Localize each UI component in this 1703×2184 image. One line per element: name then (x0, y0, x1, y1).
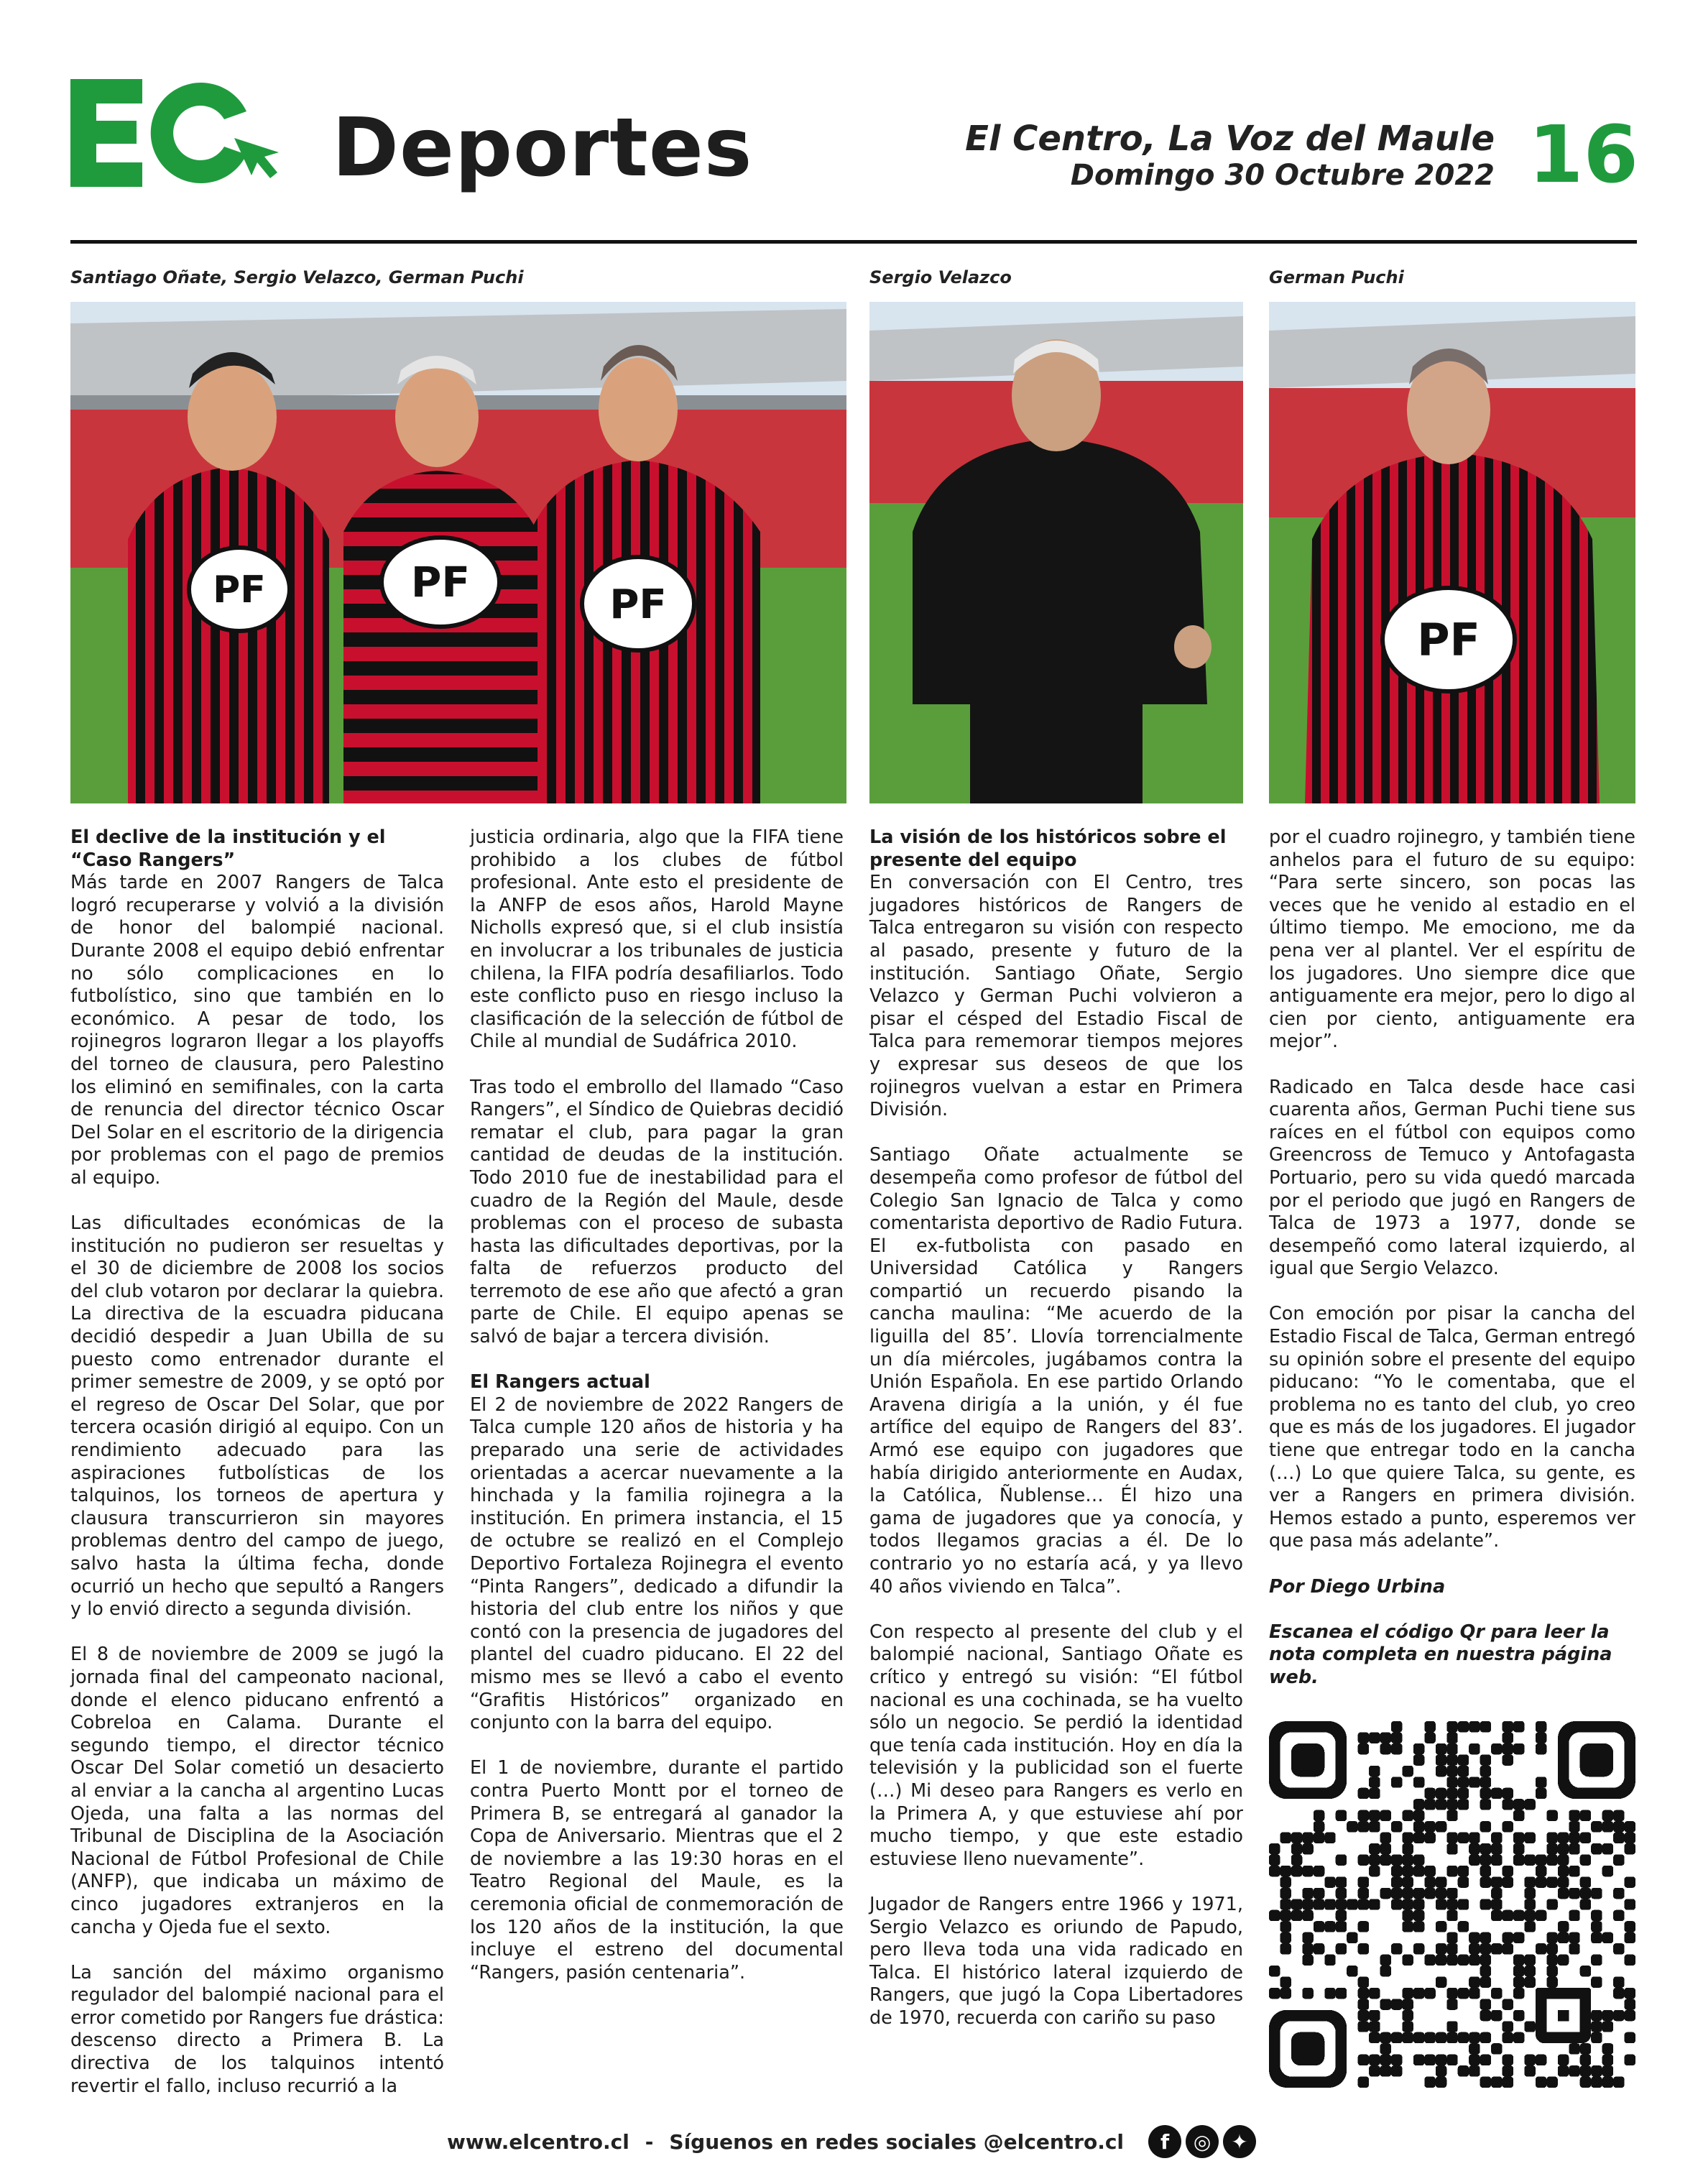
website-link[interactable]: www.elcentro.cl (446, 2129, 629, 2154)
photo-caption-velazco: Sergio Velazco (869, 267, 1012, 287)
paragraph: Más tarde en 2007 Rangers de Talca logró recuperarse y volvió a la división de honor del balompié nacional. Durante 2008 el equipo debió enfrentar no sólo complicaciones en lo futbolístico, sino que también en lo económico. A pesar de todo, los rojinegros lograron llegar a los playoffs del torneo de clausura, pero Palestino los eliminó en semifinales, con la carta de renuncia del director técnico Oscar Del Solar en el escritorio de la dirigencia por problemas con el pago de premios al equipo. (70, 872, 444, 1189)
publication-name: El Centro, La Voz del Maule (965, 119, 1495, 159)
paragraph: El 1 de noviembre, durante el partido contra Puerto Montt por el torneo de Primera B, se entregará al ganador la Copa de Aniversario. Mientras que el 2 de noviembre a las 19:30 horas en el Teatro Regional del Maule, es la ceremonia oficial de conmemoración de los 120 años de la institución, la que incluye el estreno del documental “Rangers, pasión centenaria”. (470, 1757, 844, 1983)
paragraph: Jugador de Rangers entre 1966 y 1971, Sergio Velazco es oriundo de Papudo, pero lleva toda una vida radicado en Talca. El histórico lateral izquierdo de Rangers, que jugó la Copa Libertadores de 1970, recuerda con cariño su paso (869, 1893, 1243, 2029)
photo-caption-group: Santiago Oñate, Sergio Velazco, German Puchi (70, 267, 524, 287)
paragraph: Con emoción por pisar la cancha del Estadio Fiscal de Talca, German entregó su opinión sobre el presente del equipo piducano: “Yo le comentaba, que el problema no es tanto del club, yo creo que es más de los jugadores. El jugador tiene que entregar todo en la cancha (…) Lo que quiere Talca, su gente, es ver a Rangers en primera división. Hemos estado a punto, esperemos ver que pasa más adelante”. (1269, 1303, 1635, 1552)
paragraph: Santiago Oñate actualmente se desempeña como profesor de fútbol del Colegio San Ignacio de Talca y como comentarista deportivo de Radio Futura. El ex-futbolista con pasado en Universidad Católica y Rangers compartió un recuerdo pisando la cancha maulina: “Me acuerdo de la liguilla del 85’. Llovía torrencialmente un día miércoles, jugábamos contra la Unión Española. En ese partido Orlando Aravena dirigía a la unión, y él fue artífice del equipo de Rangers del 83’. Armó ese equipo con jugadores que había dirigido anteriormente en Audax, la Católica, Ñublense… Él hizo una gama de jugadores que ya conocía, y todos llegamos gracias a él. De lo contrario yo no estaría acá, y ya llevo 40 años viviendo en Talca”. (869, 1144, 1243, 1598)
paragraph: En conversación con El Centro, tres jugadores históricos de Rangers de Talca entregaron su visión con respecto al pasado, presente y futuro de la institución. Santiago Oñate, Sergio Velazco y German Puchi volvieron a pisar el césped del Estadio Fiscal de Talca para rememorar tiempos mejores y expresar sus deseos de que los rojinegros vuelvan a estar en Primera División. (869, 872, 1243, 1121)
byline: Por Diego Urbina (1269, 1575, 1446, 1598)
article-column-1 (70, 826, 444, 2121)
photo-caption-puchi: German Puchi (1269, 267, 1404, 287)
subheading-vision: La visión de los históricos sobre el presente del equipo (869, 826, 1227, 871)
group-photo (70, 302, 846, 803)
paragraph: por el cuadro rojinegro, y también tiene anhelos para el futuro de su equipo: “Para serte sincero, son pocas las veces que he venido al estadio en el último tiempo. Me emociono, me da pena ver al plantel. Ver el espíritu de los jugadores. Uno siempre dice que antiguamente era mejor, pero lo digo al cien por ciento, antiguamente era mejor”. (1269, 826, 1635, 1053)
paragraph: El 2 de noviembre de 2022 Rangers de Talca cumple 120 años de historia y ha preparado una serie de actividades orientadas a acercar nuevamente a la hinchada y la familia rojinegra a la institución. En primera instancia, el 15 de octubre se realizó en el Complejo Deportivo Fortaleza Rojinegra el evento “Pinta Rangers”, dedicado a difundir la historia del club entre los niños y que contó con la presencia de jugadores del plantel del cuadro piducano. El 22 del mismo mes se llevó a cabo el evento “Grafitis Históricos” organizado en conjunto con la barra del equipo. (470, 1393, 844, 1734)
instagram-icon[interactable]: ◎ (1186, 2125, 1219, 2158)
social-icons (1148, 2125, 1256, 2158)
paragraph: La sanción del máximo organismo regulador del balompié nacional para el error cometido por Rangers fue drástica: descenso directo a Primera B. La directiva de los talquinos intentó revertir el fallo, incluso recurrió a la (70, 1961, 444, 2097)
jersey-logo-text: PF (410, 558, 471, 607)
footer-separator: - (645, 2129, 654, 2154)
velazco-photo (869, 302, 1243, 803)
subheading-rangers-actual: El Rangers actual (470, 1371, 650, 1393)
puchi-photo (1269, 302, 1635, 803)
jersey-logo-text: PF (1417, 614, 1480, 666)
page-number: 16 (1528, 109, 1638, 201)
paragraph: Las dificultades económicas de la institución no pudieron ser resueltas y el 30 de diciembre de 2008 los socios del club votaron por declarar la quiebra. La directiva de la escuadra piducana decidió despedir a Juan Ubilla de su puesto como entrenador durante el primer semestre de 2009, y se optó por el regreso de Oscar Del Solar, que por tercera ocasión dirigió al equipo. Con un rendimiento adecuado para las aspiraciones futbolísticas de los talquinos, los torneos de apertura y clausura transcurrieron sin mayores problemas dentro del campo de juego, salvo hasta la última fecha, donde ocurrió un hecho que sepultó a Rangers y lo envió directo a segunda división. (70, 1212, 444, 1621)
qr-code[interactable] (1269, 1721, 1635, 2088)
article-column-3 (869, 826, 1243, 2052)
header-divider (70, 240, 1637, 244)
facebook-icon[interactable]: f (1148, 2125, 1181, 2158)
paragraph: El 8 de noviembre de 2009 se jugó la jornada final del campeonato nacional, donde el elenco piducano enfrentó a Cobreloa en Calama. Durante el segundo tiempo, el director técnico Oscar Del Solar cometió un desacierto al enviar a la cancha al argentino Lucas Ojeda, una falta a las normas del Tribunal de Disciplina de la Asociación Nacional de Fútbol Profesional de Chile (ANFP), que indicaba un máximo de cinco jugadores extranjeros en la cancha y Ojeda fue el sexto. (70, 1644, 444, 1938)
qr-instruction: Escanea el código Qr para leer la nota completa en nuestra página web. (1269, 1621, 1612, 1688)
twitter-icon[interactable]: ✦ (1223, 2125, 1256, 2158)
social-text: Síguenos en redes sociales @elcentro.cl (669, 2129, 1125, 2154)
article-column-2 (470, 826, 844, 2007)
paragraph: Con respecto al presente del club y el balompié nacional, Santiago Oñate es crítico y entregó su visión: “El fútbol nacional es una cochinada, se ha vuelto sólo un negocio. Se perdió la identidad que tenía cada institución. Hoy en día la televisión y la publicidad son el fuerte (…) Mi deseo para Rangers es verlo en la Primera A, y que estuviese ahí por mucho tiempo, y que este estadio estuviese lleno nuevamente”. (869, 1621, 1243, 1870)
article-column-4 (1269, 826, 1635, 1712)
paragraph: Tras todo el embrollo del llamado “Caso Rangers”, el Síndico de Quiebras decidió rematar el club, para pagar la gran cantidad de deudas de la institución. Todo 2010 fue de inestabilidad para el cuadro de la Región del Maule, desde problemas con el proceso de subasta hasta las dificultades deportivas, por la falta de refuerzos producto del terremoto de ese año que afectó a gran parte de Chile. El equipo apenas se salvó de bajar a tercera división. (470, 1076, 844, 1348)
jersey-logo-text: PF (213, 568, 266, 612)
jersey-logo-text: PF (609, 581, 667, 628)
paragraph: justicia ordinaria, algo que la FIFA tiene prohibido a los clubes de fútbol profesional. Ante esto el presidente de la ANFP de esos años, Harold Mayne Nicholls expresó que, si el club insistía en involucrar a los tribunales de justicia chilena, la FIFA podría desafiliarlos. Todo este conflicto puso en riesgo incluso la clasificación de la selección de fútbol de Chile al mundial de Sudáfrica 2010. (470, 826, 844, 1053)
el-centro-logo (70, 72, 286, 194)
paragraph: Radicado en Talca desde hace casi cuarenta años, German Puchi tiene sus raíces en el fútbol con equipos como Greencross de Temuco y Antofagasta Portuario, pero su vida quedó marcada por el periodo que jugó en Rangers de Talca de 1973 a 1977, donde se desempeñó como lateral izquierdo, al igual que Sergio Velazco. (1269, 1076, 1635, 1280)
publication-date: Domingo 30 Octubre 2022 (1070, 159, 1495, 192)
subheading-decline: El declive de la institución y el “Caso Rangers” (70, 826, 386, 871)
footer (0, 2120, 1703, 2163)
publication-info (965, 119, 1495, 193)
section-title: Deportes (332, 101, 753, 195)
